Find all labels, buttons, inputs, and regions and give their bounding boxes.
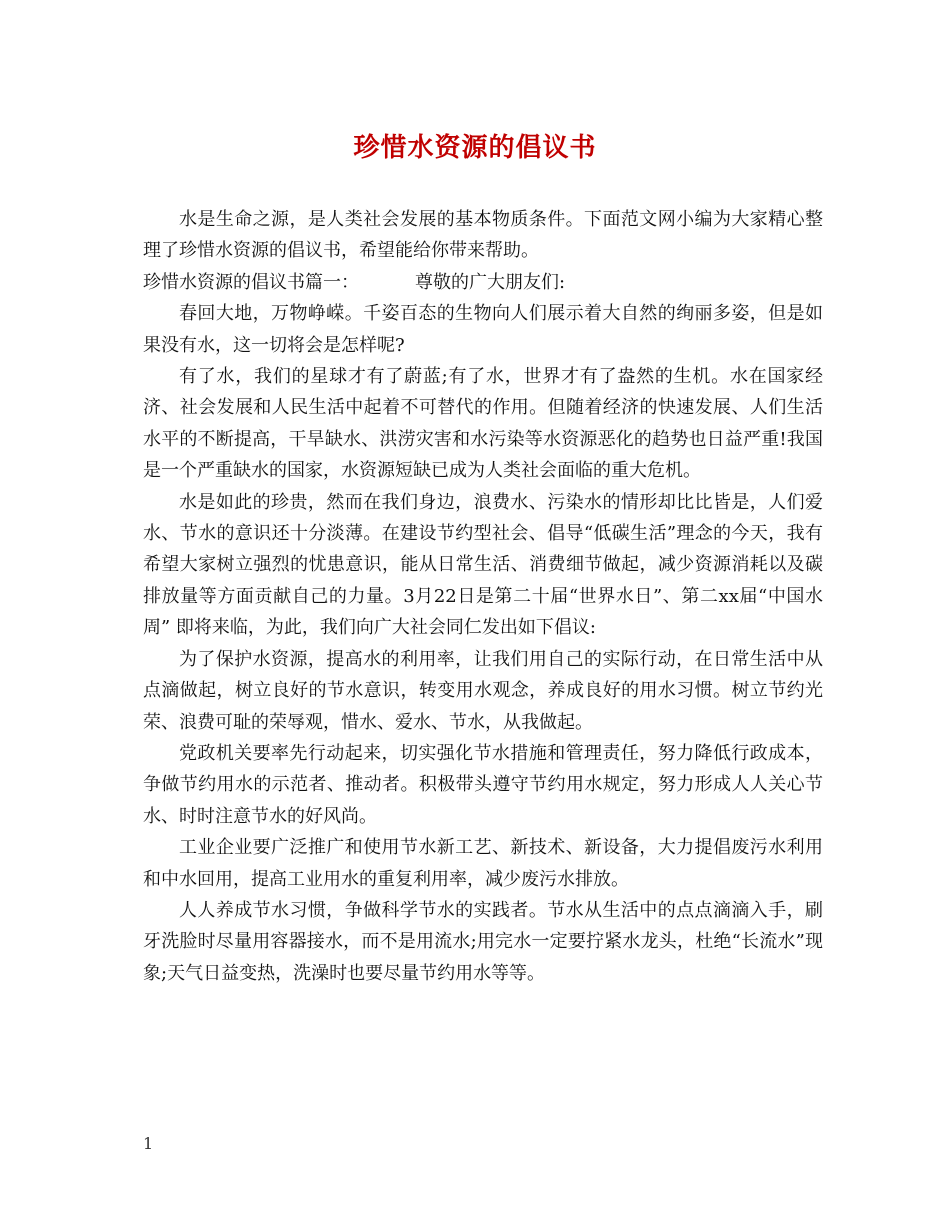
- paragraph: 党政机关要率先行动起来，切实强化节水措施和管理责任，努力降低行政成本，争做节约用水的示范者、推动者。积极带头遵守节约用水规定，努力形成人人关心节水、时时注意节水的好风尚。: [143, 742, 823, 827]
- paragraph: 人人养成节水习惯，争做科学节水的实践者。节水从生活中的点点滴滴入手，刷牙洗脸时尽量用容器接水，而不是用流水;用完水一定要拧紧水龙头，杜绝“长流水”现象;天气日益变热，洗澡时也要尽量节约用水等等。: [143, 899, 823, 984]
- intro-paragraph: 水是生命之源，是人类社会发展的基本物质条件。下面范文网小编为大家精心整理了珍惜水资源的倡议书，希望能给你带来帮助。: [143, 209, 823, 262]
- paragraph: 工业企业要广泛推广和使用节水新工艺、新技术、新设备，大力提倡废污水利用和中水回用，提高工业用水的重复利用率，减少废污水排放。: [143, 837, 823, 890]
- document-body: [143, 204, 823, 989]
- section-heading-line: [143, 267, 823, 298]
- paragraph: 为了保护水资源，提高水的利用率，让我们用自己的实际行动，在日常生活中从点滴做起，树立良好的节水意识，转变用水观念，养成良好的用水习惯。树立节约光荣、浪费可耻的荣辱观，惜水、爱水、节水，从我做起。: [143, 648, 823, 733]
- page-number: 1: [143, 1134, 154, 1153]
- salutation: 尊敬的广大朋友们:: [415, 271, 566, 293]
- paragraph: 水是如此的珍贵，然而在我们身边，浪费水、污染水的情形却比比皆是，人们爱水、节水的意识还十分淡薄。在建设节约型社会、倡导“低碳生活”理念的今天，我有希望大家树立强烈的忧患意识，能从日常生活、消费细节做起，减少资源消耗以及碳排放量等方面贡献自己的力量。3月22日是第二十届“世界水日”、第二xx届“中国水周” 即将来临，为此，我们向广大社会同仁发出如下倡议:: [143, 491, 823, 639]
- section-heading: 珍惜水资源的倡议书篇一：: [143, 271, 359, 293]
- paragraph: 有了水，我们的星球才有了蔚蓝;有了水，世界才有了盎然的生机。水在国家经济、社会发展和人民生活中起着不可替代的作用。但随着经济的快速发展、人们生活水平的不断提高，干旱缺水、洪涝灾害和水污染等水资源恶化的趋势也日益严重!我国是一个严重缺水的国家，水资源短缺已成为人类社会面临的重大危机。: [143, 366, 823, 482]
- document-title: 珍惜水资源的倡议书: [353, 133, 597, 163]
- paragraph: 春回大地，万物峥嵘。千姿百态的生物向人们展示着大自然的绚丽多姿，但是如果没有水，这一切将会是怎样呢?: [143, 303, 823, 356]
